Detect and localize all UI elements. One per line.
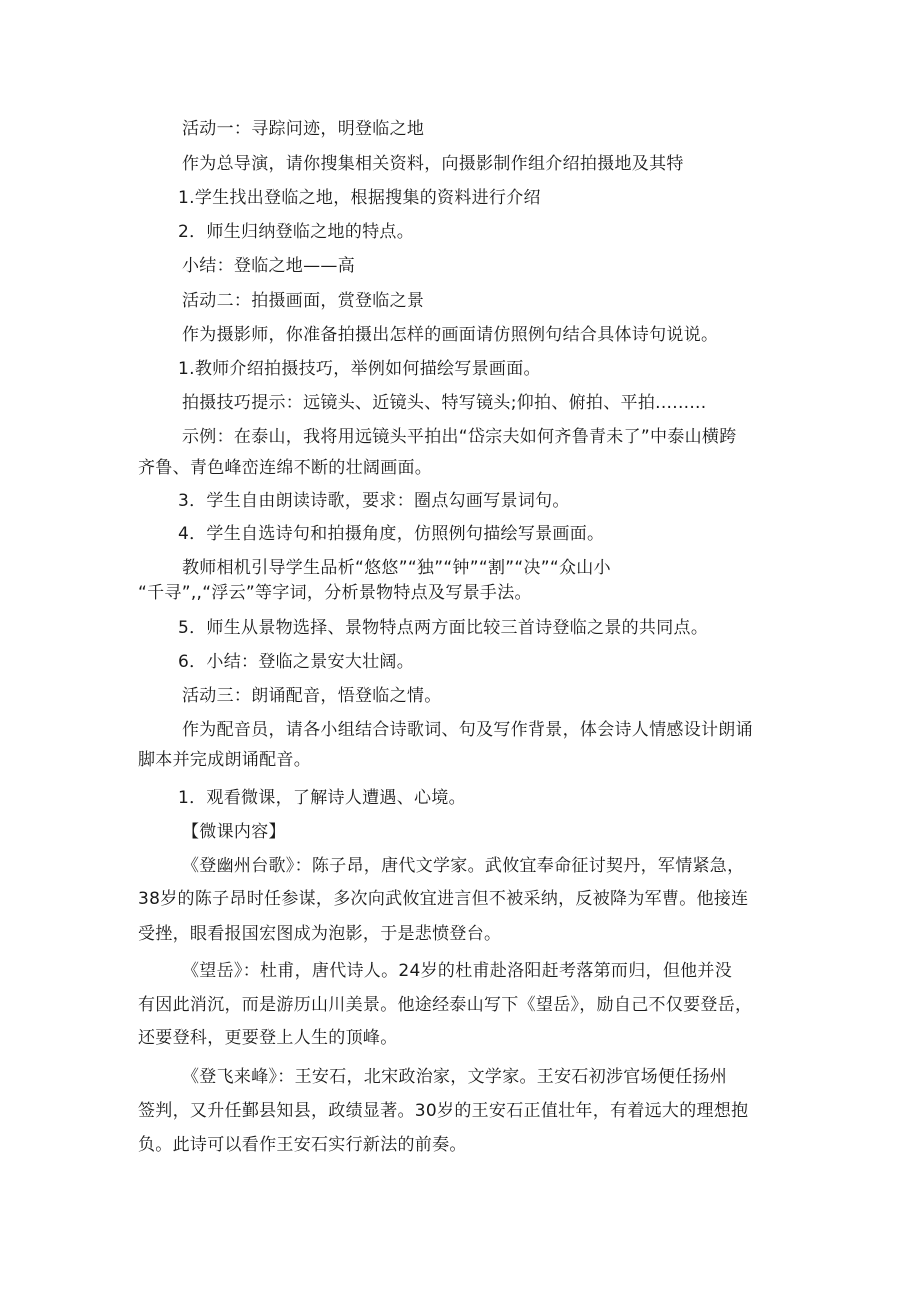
summary-line: 小结：登临之地——高 — [182, 256, 355, 276]
paragraph-line: 还要登科，更要登上人生的顶峰。 — [138, 1028, 398, 1048]
activity-2-heading: 活动二：拍摄画面，赏登临之景 — [182, 291, 425, 311]
paragraph-line: 拍摄技巧提示：远镜头、近镜头、特写镜头;仰拍、俯拍、平拍......... — [182, 393, 707, 413]
list-item: 1.教师介绍拍摄技巧，举例如何描绘写景画面。 — [178, 359, 541, 379]
paragraph-line: 受挫，眼看报国宏图成为泡影，于是悲愤登台。 — [138, 924, 502, 944]
list-item: 1．观看微课，了解诗人遭遇、心境。 — [178, 788, 466, 808]
list-item: 3．学生自由朗读诗歌，要求：圈点勾画写景词句。 — [178, 491, 570, 511]
paragraph-line: 脚本并完成朗诵配音。 — [138, 750, 311, 770]
paragraph-line: 作为摄影师，你准备拍摄出怎样的画面请仿照例句结合具体诗句说说。 — [182, 325, 719, 345]
paragraph-line: 《望岳》：杜甫，唐代诗人。24岁的杜甫赴洛阳赶考落第而归，但他并没 — [182, 961, 733, 981]
list-item: 5．师生从景物选择、景物特点两方面比较三首诗登临之景的共同点。 — [178, 618, 709, 638]
paragraph-line: “千寻”,,“浮云”等字词，分析景物特点及写景手法。 — [138, 583, 532, 603]
activity-1-heading: 活动一：寻踪问迹，明登临之地 — [182, 119, 425, 139]
paragraph-line: 教师相机引导学生品析“悠悠”“独”“钟”“割”“决”“众山小 — [182, 558, 611, 578]
paragraph-line: 负。此诗可以看作王安石实行新法的前奏。 — [138, 1135, 467, 1155]
list-item: 6．小结：登临之景安大壮阔。 — [178, 652, 415, 672]
paragraph-line: 作为总导演，请你搜集相关资料，向摄影制作组介绍拍摄地及其特 — [182, 154, 684, 174]
paragraph-line: 有因此消沉，而是游历山川美景。他途经泰山写下《望岳》，励自己不仅要登岳， — [138, 995, 753, 1015]
paragraph-line: 签判，又升任鄞县知县，政绩显著。30岁的王安石正值壮年，有着远大的理想抱 — [138, 1101, 749, 1121]
paragraph-line: 38岁的陈子昂时任参谋，多次向武攸宜进言但不被采纳，反被降为军曹。他接连 — [138, 889, 749, 909]
list-item: 2．师生归纳登临之地的特点。 — [178, 222, 415, 242]
paragraph-line: 《登幽州台歌》：陈子昂，唐代文学家。武攸宜奉命征讨契丹，军情紧急， — [182, 856, 745, 876]
activity-3-heading: 活动三：朗诵配音，悟登临之情。 — [182, 686, 442, 706]
list-item: 1.学生找出登临之地，根据搜集的资料进行介绍 — [178, 188, 541, 208]
list-item: 4．学生自选诗句和拍摄角度，仿照例句描绘写景画面。 — [178, 524, 605, 544]
paragraph-line: 作为配音员，请各小组结合诗歌词、句及写作背景，体会诗人情感设计朗诵 — [182, 720, 753, 740]
section-heading: 【微课内容】 — [182, 822, 286, 842]
paragraph-line: 示例：在泰山，我将用远镜头平拍出“岱宗夫如何齐鲁青未了”中泰山横跨 — [182, 427, 737, 447]
paragraph-line: 《登飞来峰》：王安石，北宋政治家，文学家。王安石初涉官场便任扬州 — [182, 1067, 728, 1087]
paragraph-line: 齐鲁、青色峰峦连绵不断的壮阔画面。 — [138, 458, 433, 478]
